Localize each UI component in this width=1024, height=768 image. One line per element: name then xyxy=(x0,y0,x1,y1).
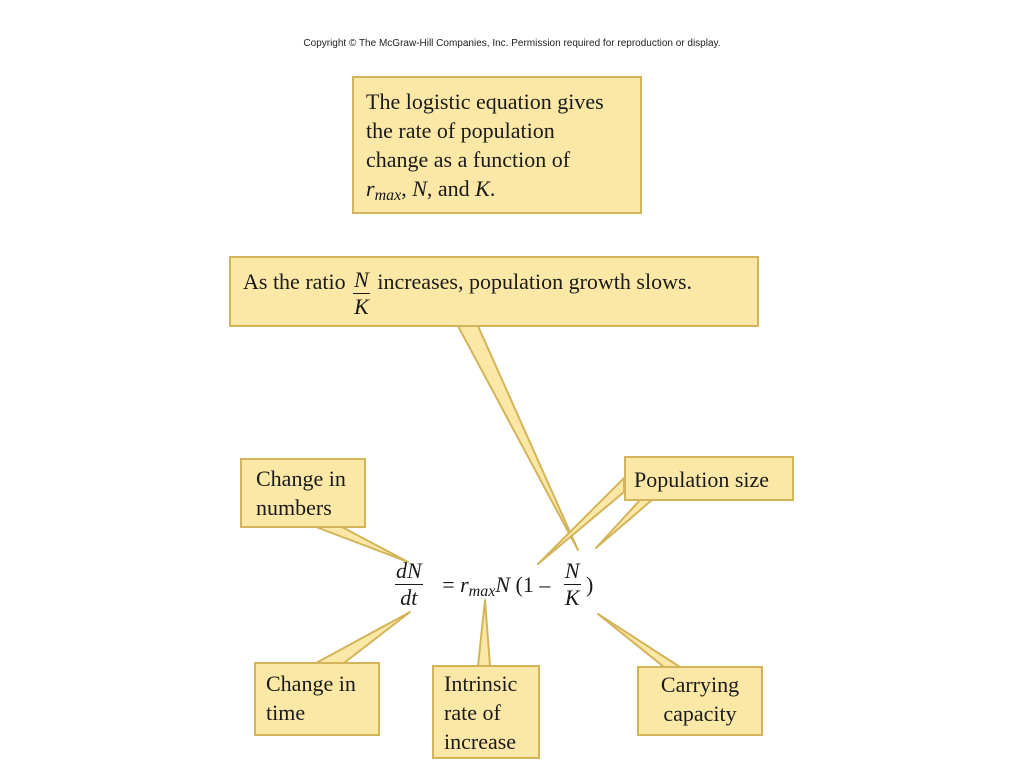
top-box-line-3: change as a function of xyxy=(366,147,571,172)
equals-sign: = xyxy=(442,572,461,597)
period: . xyxy=(489,176,496,201)
nk-numerator: N xyxy=(564,558,580,583)
population-size-label xyxy=(624,456,794,501)
label-line: increase xyxy=(444,729,517,754)
top-box-line-4 xyxy=(366,174,628,210)
n-symbol: N xyxy=(412,176,427,201)
label-line: Change in xyxy=(266,671,356,696)
ratio-text-before: As the ratio xyxy=(243,269,346,294)
r-symbol: r xyxy=(366,176,375,201)
top-box-line-1: The logistic equation gives xyxy=(366,89,604,114)
logistic-equation xyxy=(395,558,593,611)
label-line: Change in xyxy=(256,466,346,491)
ratio-denominator: K xyxy=(354,294,369,319)
open-paren: (1 – xyxy=(510,572,551,597)
and-text: , and xyxy=(426,176,476,201)
intrinsic-rate-label xyxy=(432,665,540,759)
label-line: rate of xyxy=(444,700,501,725)
max-subscript: max xyxy=(374,187,402,204)
ratio-numerator: N xyxy=(354,267,369,292)
pointer-carrying xyxy=(598,614,680,667)
label-line: Population size xyxy=(634,467,770,492)
nk-denominator: K xyxy=(564,585,580,610)
top-box-line-2: the rate of population xyxy=(366,118,555,143)
change-in-numbers-label xyxy=(240,458,366,528)
n-over-k-fraction xyxy=(564,558,581,611)
dt-denominator: dt xyxy=(400,585,418,610)
carrying-capacity-label xyxy=(637,666,763,736)
label-line: time xyxy=(266,700,306,725)
label-line: Carrying xyxy=(660,672,740,697)
eq-max-subscript: max xyxy=(468,583,496,600)
dn-dt-fraction xyxy=(395,558,423,611)
label-line: numbers xyxy=(256,495,332,520)
pointer-ratio xyxy=(458,326,578,550)
label-line: capacity xyxy=(663,701,737,726)
ratio-fraction xyxy=(353,267,370,320)
ratio-box xyxy=(229,256,759,327)
ratio-text-after: increases, population growth slows. xyxy=(377,269,693,294)
eq-n-symbol: N xyxy=(495,572,511,597)
comma-1: , xyxy=(401,176,413,201)
copyright-notice: Copyright © The McGraw-Hill Companies, Inc. Permission required for reproduction or display. xyxy=(303,38,721,49)
logistic-description-box xyxy=(352,76,642,214)
label-line: Intrinsic xyxy=(444,671,518,696)
k-symbol: K xyxy=(475,176,490,201)
change-in-time-label xyxy=(254,662,380,736)
close-paren: ) xyxy=(586,572,594,597)
eq-r-symbol: r xyxy=(460,572,469,597)
dn-numerator: dN xyxy=(396,558,422,583)
pointer-change-time xyxy=(316,612,410,663)
equals-rmax-n xyxy=(442,572,550,601)
pointer-change-numbers xyxy=(316,527,408,562)
